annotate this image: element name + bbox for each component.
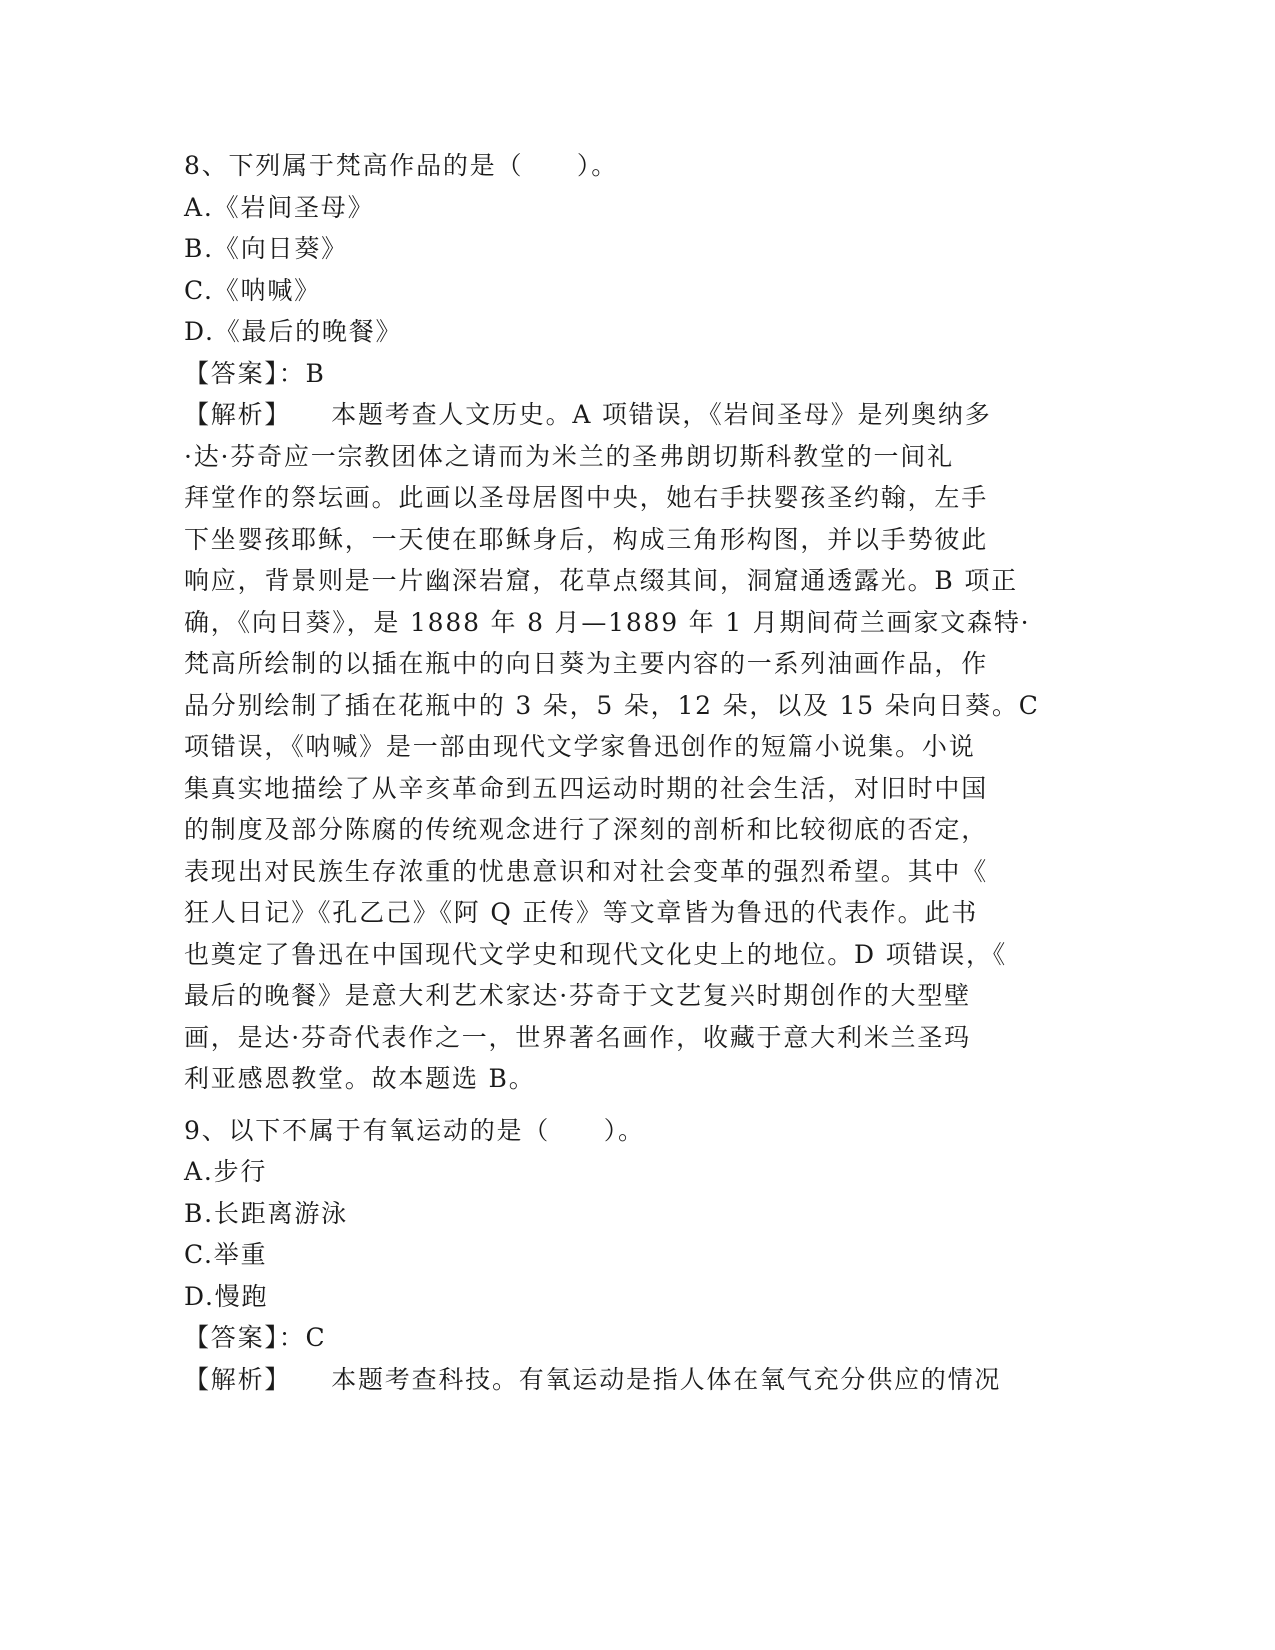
question-8-option-d: D.《最后的晚餐》 [184,317,403,346]
analysis-line: 拜堂作的祭坛画。此画以圣母居图中央，她右手扶婴孩圣约翰，左手 [184,483,989,512]
analysis-label: 【解析】 [184,400,292,429]
analysis-line: 集真实地描绘了从辛亥革命到五四运动时期的社会生活，对旧时中国 [184,773,989,803]
question-8-analysis [184,394,1064,1100]
answer-label: 【答案】 [184,1323,279,1352]
analysis-line: 最后的晚餐》是意大利艺术家达·芬奇于文艺复兴时期创作的大型壁 [184,981,971,1010]
analysis-line: 利亚感恩教堂。故本题选 B。 [184,1064,536,1093]
analysis-line: 狂人日记》《孔乙己》《阿 Q 正传》等文章皆为鲁迅的代表作。此书 [184,898,978,927]
analysis-line: 确，《向日葵》，是 1888 年 8 月—1889 年 1 月期间荷兰画家文森特· [184,607,1031,637]
question-9-option-b: B.长距离游泳 [184,1198,348,1228]
analysis-line: 的制度及部分陈腐的传统观念进行了深刻的剖析和比较彻底的否定， [184,815,989,844]
analysis-label: 【解析】 [184,1364,292,1394]
answer-separator: ： [278,358,306,388]
document-page [184,145,1084,1400]
analysis-line: 【解析】 本题考查科技。有氧运动是指人体在氧气充分供应的情况 [184,1364,1002,1394]
analysis-line: 梵高所绘制的以插在瓶中的向日葵为主要内容的一系列油画作品，作 [184,649,989,678]
question-9-option-d: D.慢跑 [184,1281,269,1311]
analysis-line: 也奠定了鲁迅在中国现代文学史和现代文化史上的地位。D 项错误，《 [184,939,1008,969]
question-9-analysis [184,1359,1064,1401]
analysis-line: 项错误，《呐喊》是一部由现代文学家鲁迅创作的短篇小说集。小说 [184,732,976,761]
question-9-option-c: C.举重 [184,1240,268,1269]
question-8-option-b: B.《向日葵》 [184,234,348,263]
question-8-answer [184,353,1084,395]
analysis-line: 表现出对民族生存浓重的忧患意识和对社会变革的强烈希望。其中《 [184,856,989,886]
question-8-text: 8、下列属于梵高作品的是（ ）。 [184,151,619,180]
question-8-option-c: C.《呐喊》 [184,275,321,305]
analysis-line: ·达·芬奇应一宗教团体之请而为米兰的圣弗朗切斯科教堂的一间礼 [184,441,954,471]
analysis-line: 响应，背景则是一片幽深岩窟，花草点缀其间，洞窟通透露光。B 项正 [184,566,1018,595]
question-9-answer [184,1317,1084,1359]
analysis-line: 下坐婴孩耶稣，一天使在耶稣身后，构成三角形构图，并以手势彼此 [184,524,989,554]
analysis-line: 品分别绘制了插在花瓶中的 3 朵，5 朵，12 朵，以及 15 朵向日葵。C [184,690,1040,720]
answer-separator: ： [278,1323,306,1352]
question-9-text: 9、以下不属于有氧运动的是（ ）。 [184,1115,645,1145]
question-8-option-a: A.《岩间圣母》 [184,192,375,222]
question-9-option-a: A.步行 [184,1157,268,1186]
answer-value: C [305,1323,327,1352]
answer-label: 【答案】 [184,358,279,388]
answer-value: B [305,358,326,388]
analysis-line: 画，是达·芬奇代表作之一，世界著名画作，收藏于意大利米兰圣玛 [184,1022,971,1052]
analysis-line: 【解析】 本题考查人文历史。A 项错误，《岩间圣母》是列奥纳多 [184,400,992,429]
